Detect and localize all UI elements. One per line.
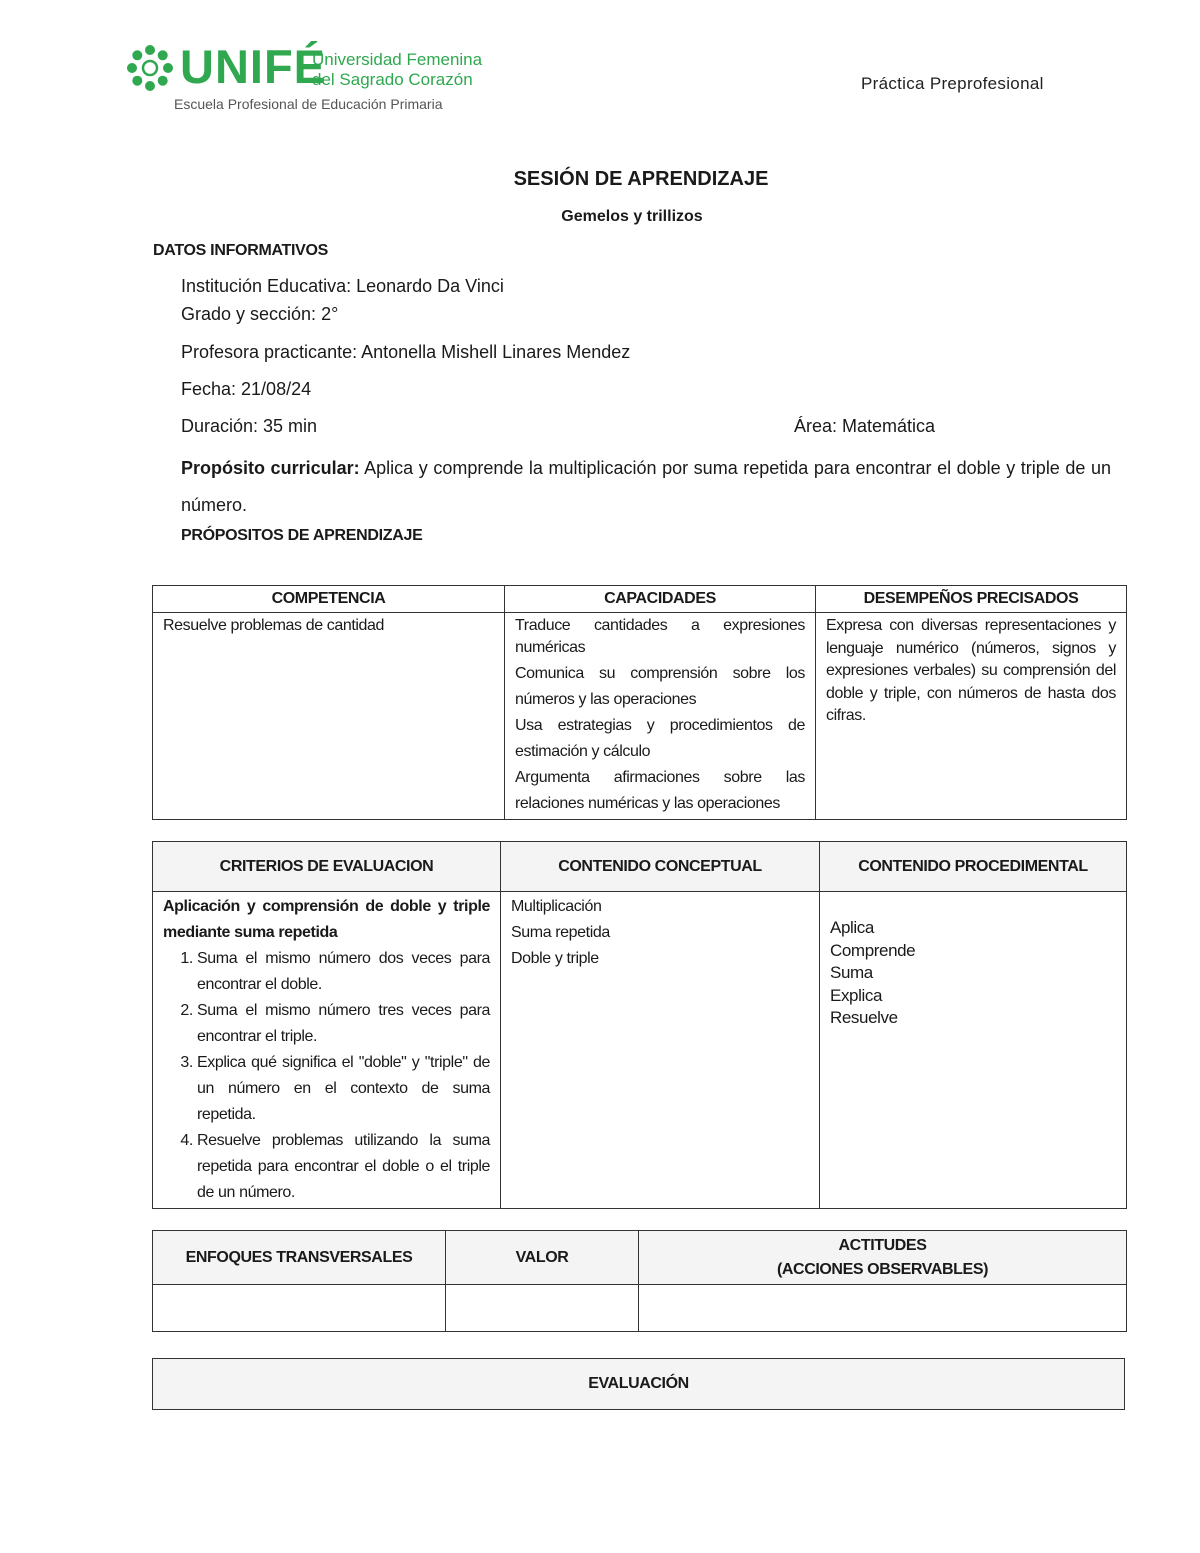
institucion-line: Institución Educativa: Leonardo Da Vinci: [181, 276, 504, 296]
capacidad-item: Usa estrategias y procedimientos de estimación y cálculo: [515, 717, 805, 760]
enfoques-empty-cell: [153, 1285, 446, 1332]
grado-line: Grado y sección: 2°: [181, 304, 339, 324]
criterio-item: 1. Suma el mismo número dos veces para encontrar el doble.: [197, 946, 490, 998]
desempenos-cell: Expresa con diversas representaciones y lenguaje numérico (números, signos y expresiones verbales) su comprensión del doble y triple, con números de hasta dos cifras.: [816, 613, 1127, 820]
criterio-title: Aplicación y comprensión de doble y triple mediante suma repetida: [163, 898, 490, 941]
criterios-cell: [153, 892, 501, 1209]
actitudes-line1: ACTITUDES: [838, 1236, 927, 1254]
procedimental-item: Comprende: [830, 940, 916, 960]
header-desempenos: DESEMPEÑOS PRECISADOS: [816, 586, 1127, 613]
conceptual-cell: [501, 892, 820, 1209]
procedimental-item: Resuelve: [830, 1008, 898, 1027]
university-logo: [126, 40, 496, 115]
criterio-item: 3. Explica qué significa el "doble" y "triple" de un número en el contexto de suma repetida.: [197, 1050, 490, 1128]
header-competencia: COMPETENCIA: [153, 586, 505, 613]
procedimental-cell: [820, 892, 1127, 1209]
logo-school-name: Escuela Profesional de Educación Primaria: [174, 96, 443, 112]
capacidad-item: Comunica su comprensión sobre los números y las operaciones: [515, 665, 805, 708]
criterio-item: 2. Suma el mismo número tres veces para encontrar el triple.: [197, 998, 490, 1050]
propositos-heading: PRÓPOSITOS DE APRENDIZAJE: [181, 527, 423, 544]
competencia-cell: Resuelve problemas de cantidad: [153, 613, 505, 820]
header-conceptual: CONTENIDO CONCEPTUAL: [501, 842, 820, 892]
conceptual-item: Doble y triple: [511, 950, 599, 967]
logo-university-name: [312, 50, 502, 90]
header-procedimental: CONTENIDO PROCEDIMENTAL: [820, 842, 1127, 892]
header-criterios: CRITERIOS DE EVALUACION: [153, 842, 501, 892]
fecha-line: Fecha: 21/08/24: [181, 379, 312, 399]
header-valor: VALOR: [446, 1231, 639, 1285]
proposito-curricular: [181, 450, 1111, 524]
logo-university-line2: del Sagrado Corazón: [312, 70, 473, 89]
logo-university-line1: Universidad Femenina: [312, 50, 483, 69]
page-subtitle: Gemelos y trillizos: [561, 208, 703, 225]
logo-brand-text: UNIFÉ: [180, 40, 326, 93]
criterios-table: [152, 841, 1127, 1209]
capacidades-cell: [505, 613, 816, 820]
capacidad-item: Argumenta afirmaciones sobre las relaciones numéricas y las operaciones: [515, 769, 805, 812]
proposito-text: Aplica y comprende la multiplicación por suma repetida para encontrar el doble y triple de un número.: [181, 458, 1111, 515]
profesora-line: Profesora practicante: Antonella Mishell Linares Mendez: [181, 342, 631, 362]
procedimental-item: Explica: [830, 985, 883, 1005]
conceptual-item: Suma repetida: [511, 924, 610, 941]
actitudes-empty-cell: [639, 1285, 1127, 1332]
header-capacidades: CAPACIDADES: [505, 586, 816, 613]
header-evaluacion: EVALUACIÓN: [153, 1359, 1125, 1410]
procedimental-item: Aplica: [830, 918, 874, 937]
actitudes-line2: (ACCIONES OBSERVABLES): [776, 1260, 989, 1278]
competencias-table: [152, 585, 1127, 820]
valor-empty-cell: [446, 1285, 639, 1332]
page-title: SESIÓN DE APRENDIZAJE: [513, 168, 769, 190]
header-actitudes: [639, 1231, 1127, 1285]
criterio-item: 4. Resuelve problemas utilizando la suma repetida para encontrar el doble o el triple de un número.: [197, 1128, 490, 1206]
datos-heading: DATOS INFORMATIVOS: [153, 242, 329, 259]
flower-emblem-icon: [126, 44, 174, 92]
conceptual-item: Multiplicación: [511, 898, 602, 915]
procedimental-item: Suma: [830, 963, 873, 982]
duracion-line: Duración: 35 min: [181, 416, 318, 436]
header-practice-label: Práctica Preprofesional: [861, 74, 1044, 93]
header-enfoques: ENFOQUES TRANSVERSALES: [153, 1231, 446, 1285]
proposito-label: Propósito curricular:: [181, 458, 360, 478]
evaluacion-table: [152, 1358, 1125, 1410]
area-line: Área: Matemática: [794, 416, 936, 436]
capacidad-item: Traduce cantidades a expresiones numéricas: [515, 617, 805, 656]
enfoques-table: [152, 1230, 1127, 1332]
